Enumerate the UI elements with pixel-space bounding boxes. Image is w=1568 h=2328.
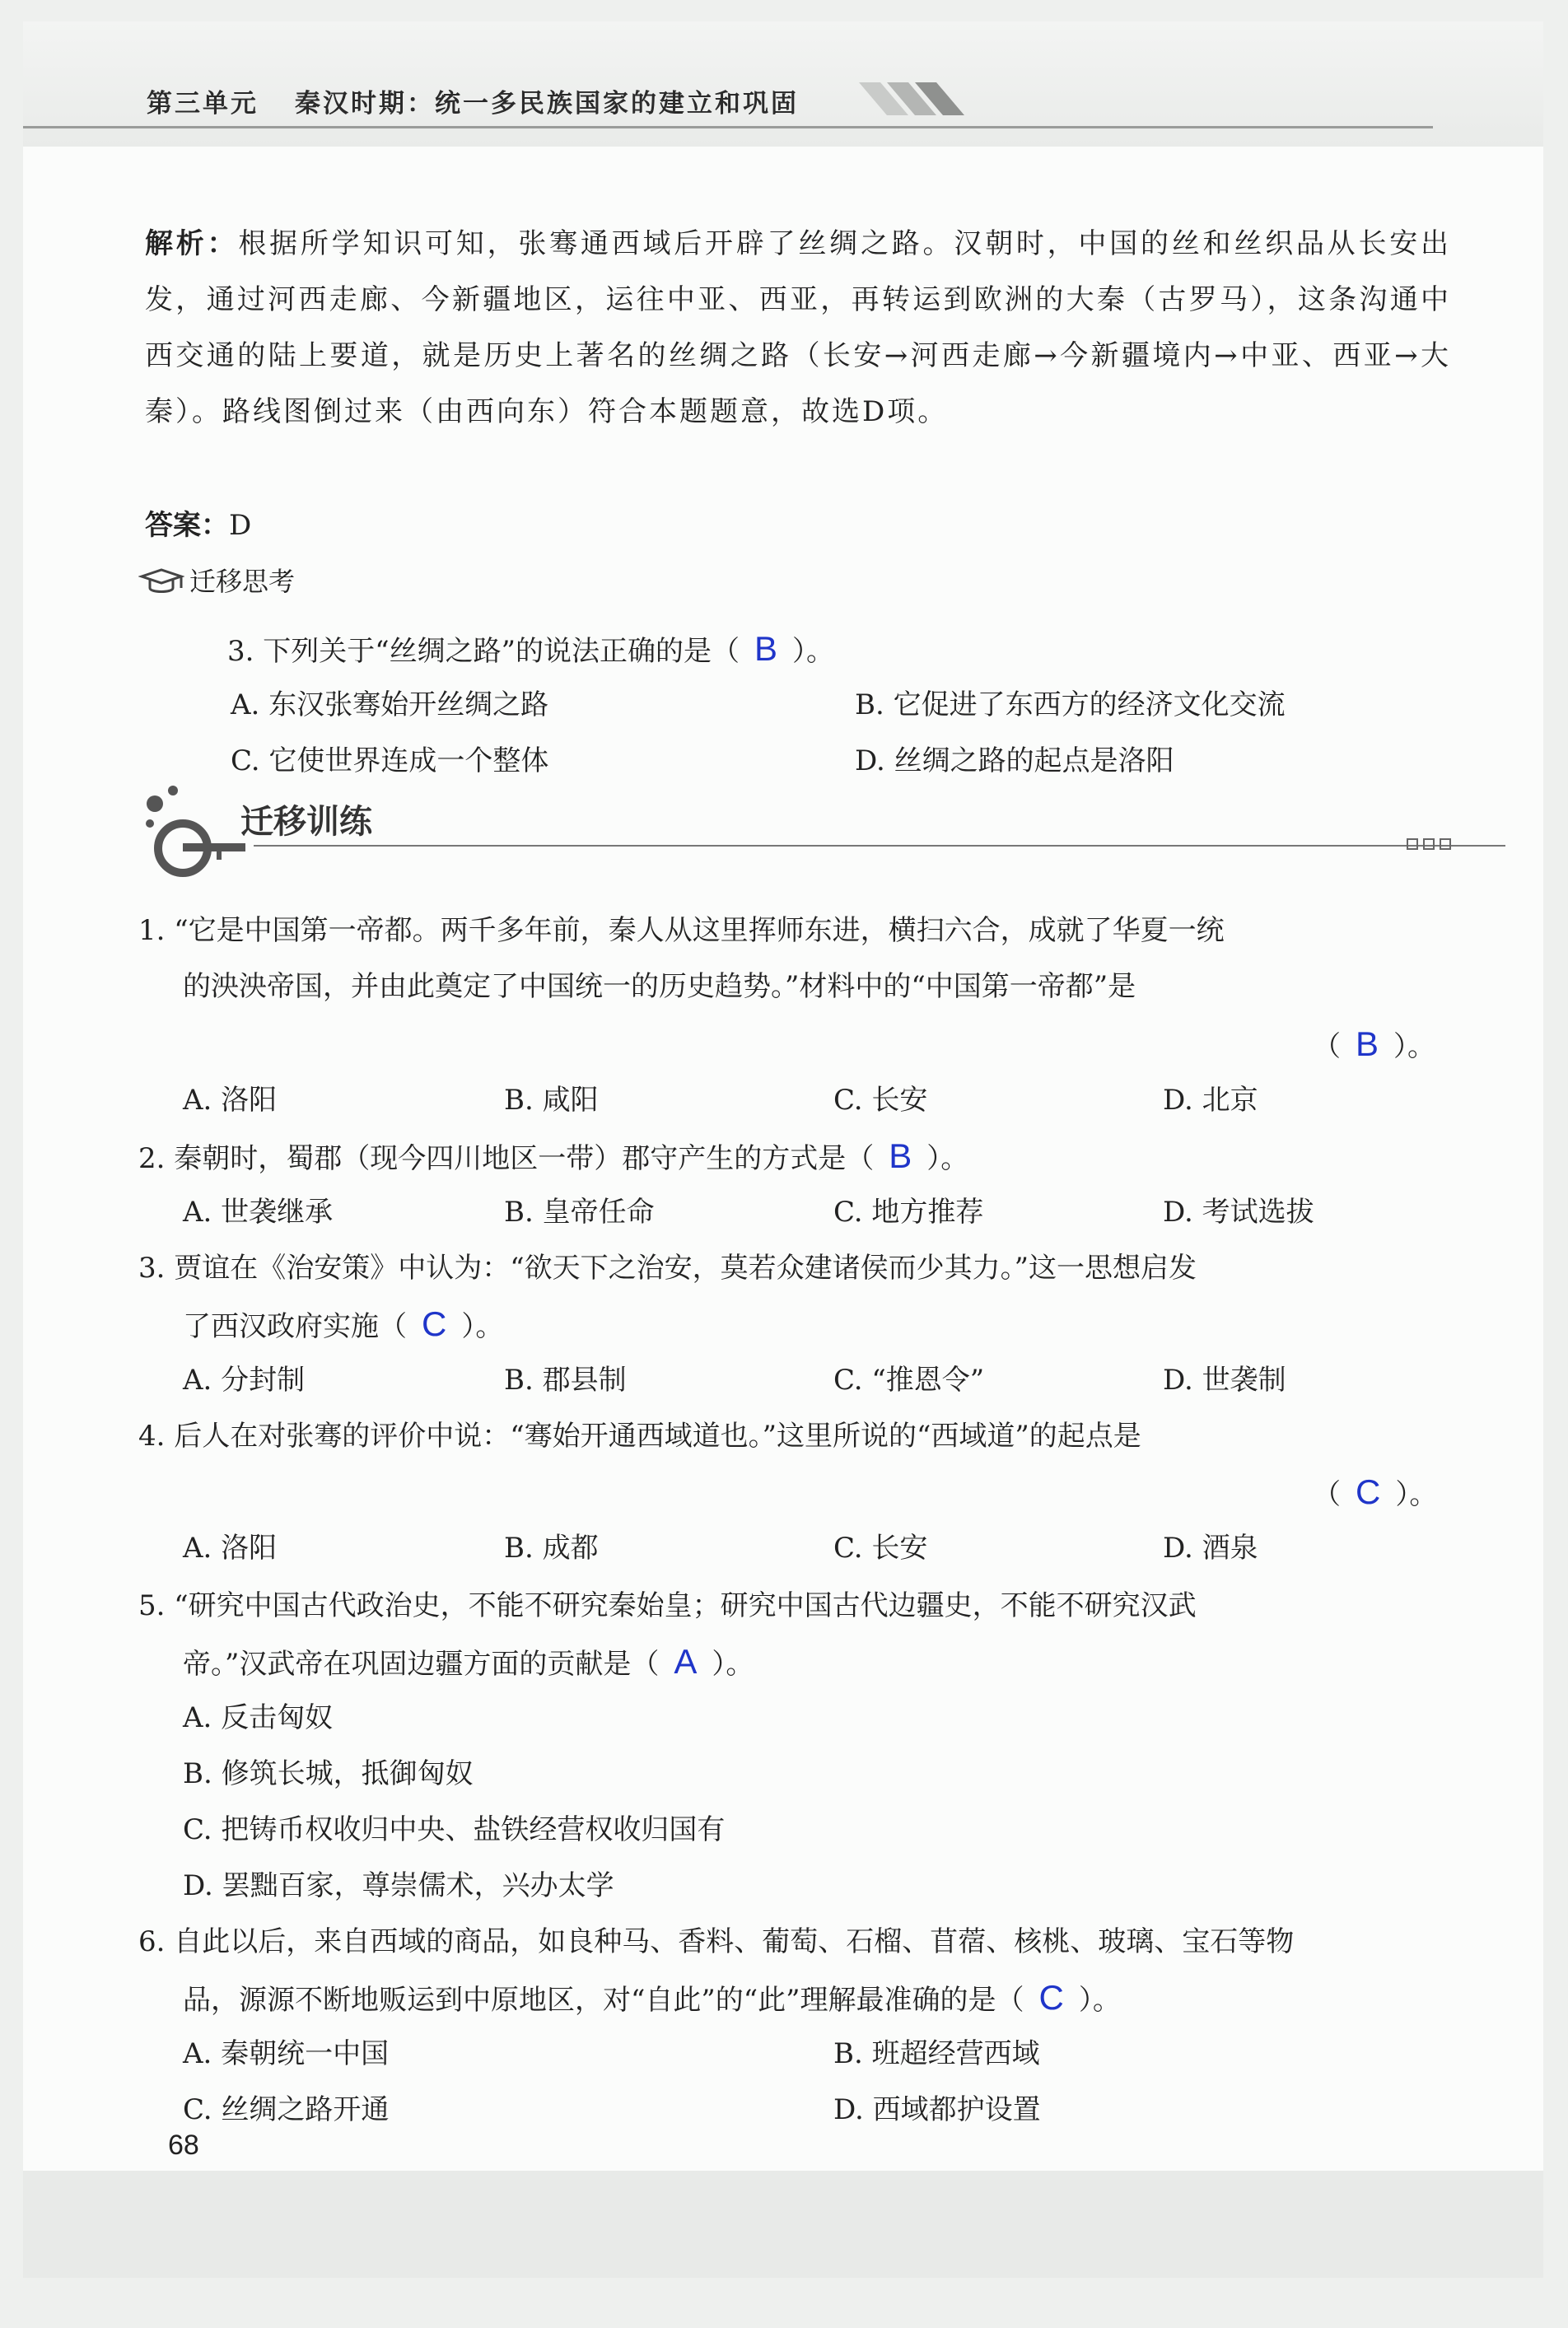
q6-option-d: D. 西域都护设置 [833, 2093, 1041, 2126]
q5-option-b: B. 修筑长城，抵御匈奴 [183, 1757, 474, 1790]
q5-line1: 5. “研究中国古代政治史，不能不研究秦始皇；研究中国古代边疆史，不能不研究汉武 [138, 1589, 1197, 1622]
header-rule [23, 126, 1433, 128]
q4-option-a: A. 洛阳 [183, 1532, 278, 1565]
transfer-training-heading [138, 777, 1456, 884]
square-dot-icon [1407, 838, 1418, 850]
q3-answer: C [422, 1304, 447, 1343]
q5-line2 [183, 1634, 754, 1692]
header-chapter-title: 秦汉时期：统一多民族国家的建立和巩固 [295, 89, 799, 119]
q4-paren-close: ）。 [1395, 1478, 1438, 1511]
q3-line2 [183, 1296, 503, 1355]
q5-stem-end: ）。 [712, 1648, 754, 1681]
transfer-think-heading [138, 558, 295, 604]
q4-paren-open: （ [1313, 1478, 1341, 1511]
analysis-paragraph [145, 216, 1451, 440]
think-q3-stem [227, 621, 834, 679]
q6-answer: C [1038, 1978, 1064, 2017]
q3-option-c: C. “推恩令” [833, 1364, 985, 1397]
header-title [147, 82, 799, 119]
think-q3-stem-end: ）。 [792, 635, 835, 668]
analysis-label: 解析： [145, 227, 239, 260]
q1-answer-paren [1313, 1016, 1435, 1075]
q3-line1: 3. 贾谊在《治安策》中认为：“欲天下之治安，莫若众建诸侯而少其力。”这一思想启发 [138, 1252, 1197, 1285]
q5-option-c: C. 把铸币权收归中央、盐铁经营权收归国有 [183, 1813, 726, 1846]
q1-option-d: D. 北京 [1163, 1084, 1258, 1117]
square-dot-icon [1440, 838, 1451, 850]
think-q3-answer: B [754, 629, 778, 668]
section-badge-icon [138, 777, 245, 884]
q1-paren-close: ）。 [1393, 1030, 1436, 1063]
q2-stem-text: 2. 秦朝时，蜀郡（现今四川地区一带）郡守产生的方式是（ [138, 1142, 875, 1175]
think-q3-stem-text: 3. 下列关于“丝绸之路”的说法正确的是（ [227, 635, 740, 668]
q5-line2-text: 帝。”汉武帝在巩固边疆方面的贡献是（ [183, 1648, 660, 1681]
section-rule [254, 845, 1505, 847]
think-q3-option-b: B. 它促进了东西方的经济文化交流 [855, 688, 1286, 721]
header-unit: 第三单元 [147, 89, 259, 119]
mortarboard-icon [138, 567, 184, 599]
q5-answer: A [674, 1642, 698, 1681]
transfer-think-title: 迁移思考 [189, 566, 296, 597]
q2-option-b: B. 皇帝任命 [504, 1196, 655, 1229]
q1-line2: 的泱泱帝国，并由此奠定了中国统一的历史趋势。”材料中的“中国第一帝都”是 [183, 970, 1136, 1003]
q2-option-a: A. 世袭继承 [183, 1196, 334, 1229]
q4-option-c: C. 长安 [833, 1532, 928, 1565]
footer-band [23, 2171, 1543, 2278]
analysis-text: 根据所学知识可知，张骞通西域后开辟了丝绸之路。汉朝时，中国的丝和丝织品从长安出发，通过河西走廊、今新疆地区，运往中亚、西亚，再转运到欧洲的大秦（古罗马），这条沟通中西交通的陆上要道，就是历史上著名的丝绸之路（长安→河西走廊→今新疆境内→中亚、西亚→大秦）。路线图倒过来（由西向东）符合本题题意，故选D项。 [145, 227, 1451, 428]
q1-option-a: A. 洛阳 [183, 1084, 278, 1117]
q6-option-a: A. 秦朝统一中国 [183, 2037, 390, 2070]
q2-stem-end: ）。 [926, 1142, 969, 1175]
answer-label: 答案： [145, 509, 229, 542]
q2-stem [138, 1128, 968, 1187]
page-header [23, 21, 1543, 147]
q2-answer: B [889, 1136, 912, 1175]
q3-option-d: D. 世袭制 [1163, 1364, 1286, 1397]
training-title: 迁移训练 [240, 803, 372, 841]
q3-stem-end: ）。 [461, 1310, 504, 1343]
q2-option-c: C. 地方推荐 [833, 1196, 984, 1229]
q1-paren-open: （ [1313, 1030, 1341, 1063]
q1-option-c: C. 长安 [833, 1084, 928, 1117]
q5-option-d: D. 罢黜百家，尊崇儒术，兴办太学 [183, 1869, 614, 1902]
think-q3-option-d: D. 丝绸之路的起点是洛阳 [855, 744, 1174, 777]
page-number: 68 [168, 2130, 199, 2161]
answer-value: D [229, 509, 252, 542]
q4-line1: 4. 后人在对张骞的评价中说：“骞始开通西域道也。”这里所说的“西域道”的起点是 [138, 1420, 1141, 1453]
q6-line2-text: 品，源源不断地贩运到中原地区，对“自此”的“此”理解最准确的是（ [183, 1984, 1024, 2017]
answer-line [145, 497, 251, 553]
q5-option-a: A. 反击匈奴 [183, 1701, 334, 1734]
q3-option-a: A. 分封制 [183, 1364, 306, 1397]
q6-line2 [183, 1970, 1121, 2028]
q1-line1: 1. “它是中国第一帝都。两千多年前，秦人从这里挥师东进，横扫六合，成就了华夏一统 [138, 914, 1225, 947]
q3-line2-text: 了西汉政府实施（ [183, 1310, 407, 1343]
q3-option-b: B. 郡县制 [504, 1364, 627, 1397]
q6-line1: 6. 自此以后，来自西域的商品，如良种马、香料、葡萄、石榴、苜蓿、核桃、玻璃、宝石等物 [138, 1925, 1295, 1958]
q4-option-b: B. 成都 [504, 1532, 599, 1565]
q6-option-c: C. 丝绸之路开通 [183, 2093, 390, 2126]
q1-option-b: B. 咸阳 [504, 1084, 599, 1117]
q4-answer-paren [1313, 1464, 1437, 1523]
q1-answer: B [1356, 1024, 1379, 1063]
q2-option-d: D. 考试选拔 [1163, 1196, 1314, 1229]
square-dot-icon [1423, 838, 1435, 850]
textbook-page [23, 21, 1543, 2278]
q6-option-b: B. 班超经营西域 [833, 2037, 1040, 2070]
q6-stem-end: ）。 [1078, 1984, 1121, 2017]
think-q3-option-c: C. 它使世界连成一个整体 [231, 744, 549, 777]
think-q3-option-a: A. 东汉张骞始开丝绸之路 [231, 688, 549, 721]
q4-answer: C [1356, 1472, 1381, 1511]
q4-option-d: D. 酒泉 [1163, 1532, 1258, 1565]
header-stripes-icon [859, 82, 982, 132]
